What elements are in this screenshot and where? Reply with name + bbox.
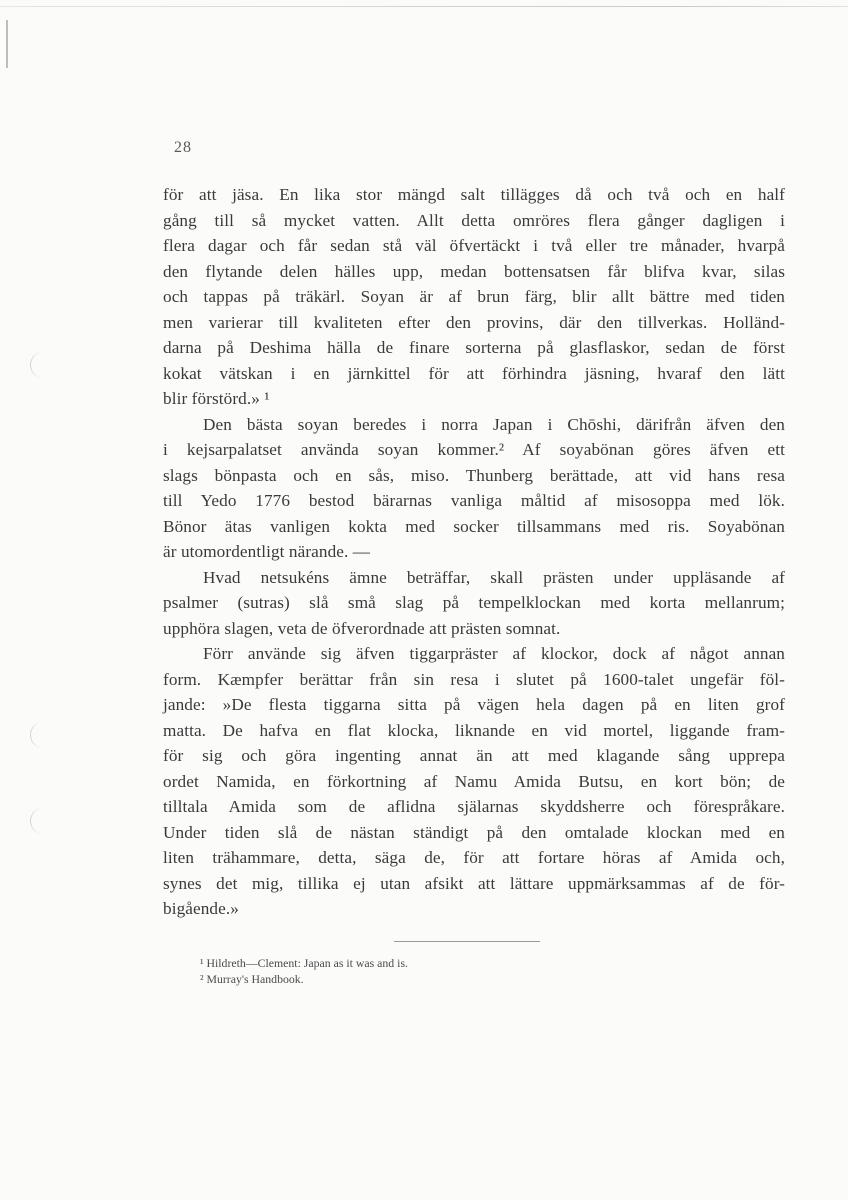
text-line: för att jäsa. En lika stor mängd salt tillägges då och två och en half bbox=[163, 185, 785, 204]
page-number: 28 bbox=[174, 139, 192, 156]
text-line: form. Kæmpfer berättar från sin resa i slutet på 1600-talet ungefär föl- bbox=[163, 669, 785, 689]
text-line: synes det mig, tillika ej utan afsikt att lättare uppmärksammas af de för- bbox=[163, 873, 785, 893]
text-line: darna på Deshima hälla de finare sorterna på glasflaskor, sedan de först bbox=[163, 338, 785, 357]
binding-hole-mark bbox=[30, 808, 45, 834]
text-line: slags bönpasta och en sås, miso. Thunberg berättade, att vid hans resa bbox=[163, 465, 785, 485]
text-line: ordet Namida, en förkortning af Namu Amida Butsu, en kort bön; de bbox=[163, 771, 785, 791]
scan-edge-mark bbox=[6, 20, 8, 68]
text-line: kokat vätskan i en järnkittel för att förhindra jäsning, hvaraf den lätt bbox=[163, 363, 785, 383]
text-line: flera dagar och får sedan stå väl öfvertäckt i två eller tre månader, hvarpå bbox=[163, 236, 785, 255]
body-text bbox=[163, 182, 785, 922]
text-line: till Yedo 1776 bestod bärarnas vanliga måltid af misosoppa med lök. bbox=[163, 491, 785, 510]
binding-hole-mark bbox=[30, 722, 45, 748]
text-line: matta. De hafva en flat klocka, liknande en vid mortel, liggande fram- bbox=[163, 720, 785, 740]
text-line: men varierar till kvaliteten efter den provins, där den tillverkas. Holländ- bbox=[163, 312, 785, 332]
text-line: Den bästa soyan beredes i norra Japan i Chōshi, därifrån äfven den bbox=[203, 414, 785, 434]
footnote-divider bbox=[394, 941, 540, 942]
text-line: är utomordentligt närande. — bbox=[163, 542, 371, 561]
text-line: psalmer (sutras) slå små slag på tempelklockan med korta mellanrum; bbox=[163, 593, 785, 612]
text-line: liten trähammare, detta, säga de, för att fortare höras af Amida och, bbox=[163, 848, 785, 867]
text-line: i kejsarpalatset använda soyan kommer.² Af soyabönan göres äfven ett bbox=[163, 440, 785, 459]
text-line: bigående.» bbox=[163, 899, 239, 918]
footnotes bbox=[200, 955, 408, 987]
text-line: jande: »De flesta tiggarna sitta på vägen hela dagen på en liten grof bbox=[163, 695, 785, 714]
text-line: för sig och göra ingenting annat än att med klagande sång upprepa bbox=[163, 746, 785, 765]
text-line: blir förstörd.» ¹ bbox=[163, 389, 270, 408]
text-line: Hvad netsukéns ämne beträffar, skall prästen under uppläsande af bbox=[203, 567, 785, 587]
text-line: upphöra slagen, veta de öfverordnade att prästen somnat. bbox=[163, 618, 561, 638]
footnote: ² Murray's Handbook. bbox=[200, 972, 304, 986]
text-line: Bönor ätas vanligen kokta med socker tillsammans med ris. Soyabönan bbox=[163, 516, 785, 536]
text-line: Under tiden slå de nästan ständigt på den omtalade klockan med en bbox=[163, 822, 785, 842]
scan-edge-line bbox=[0, 6, 848, 7]
text-line: och tappas på träkärl. Soyan är af brun färg, blir allt bättre med tiden bbox=[163, 287, 785, 306]
text-line: tilltala Amida som de aflidna själarnas skyddsherre och förespråkare. bbox=[163, 797, 785, 816]
text-line: gång till så mycket vatten. Allt detta omröres flera gånger dagligen i bbox=[163, 210, 785, 230]
footnote: ¹ Hildreth—Clement: Japan as it was and is. bbox=[200, 956, 408, 970]
text-line: den flytande delen hälles upp, medan bottensatsen får blifva kvar, silas bbox=[163, 261, 785, 281]
text-line: Förr använde sig äfven tiggarpräster af klockor, dock af något annan bbox=[203, 644, 785, 663]
binding-hole-mark bbox=[30, 352, 45, 378]
